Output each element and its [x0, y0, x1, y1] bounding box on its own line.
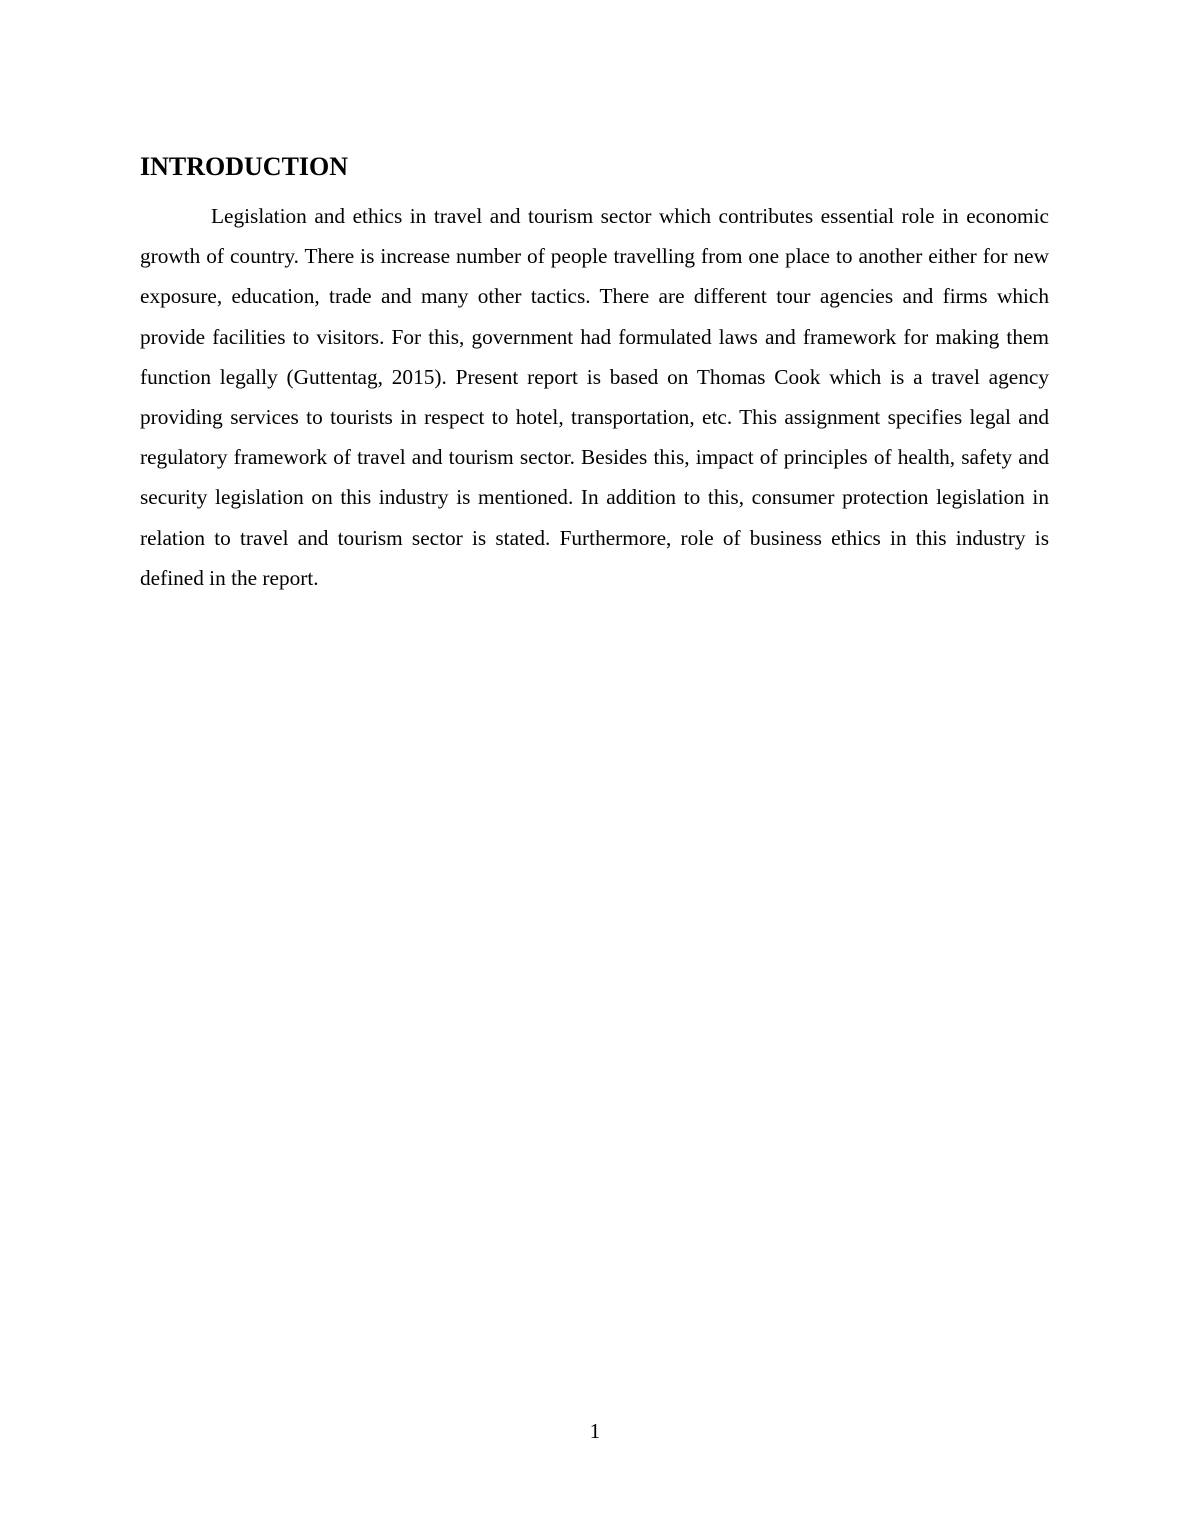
introduction-paragraph: Legislation and ethics in travel and tourism sector which contributes essential role in economic growth of country. There is increase number of people travelling from one place to another either for new exposure, education, trade and many other tactics. There are different tour agencies and firms which provide facilities to visitors. For this, government had formulated laws and framework for making them function legally (Guttentag, 2015). Present report is based on Thomas Cook which is a travel agency providing services to tourists in respect to hotel, transportation, etc. This assignment specifies legal and regulatory framework of travel and tourism sector. Besides this, impact of principles of health, safety and security legislation on this industry is mentioned. In addition to this, consumer protection legislation in relation to travel and tourism sector is stated. Furthermore, role of business ethics in this industry is defined in the report.	[140, 204, 1049, 590]
page-number: 1	[589, 1419, 601, 1443]
page-content	[140, 150, 1049, 598]
section-heading: INTRODUCTION	[140, 152, 349, 181]
